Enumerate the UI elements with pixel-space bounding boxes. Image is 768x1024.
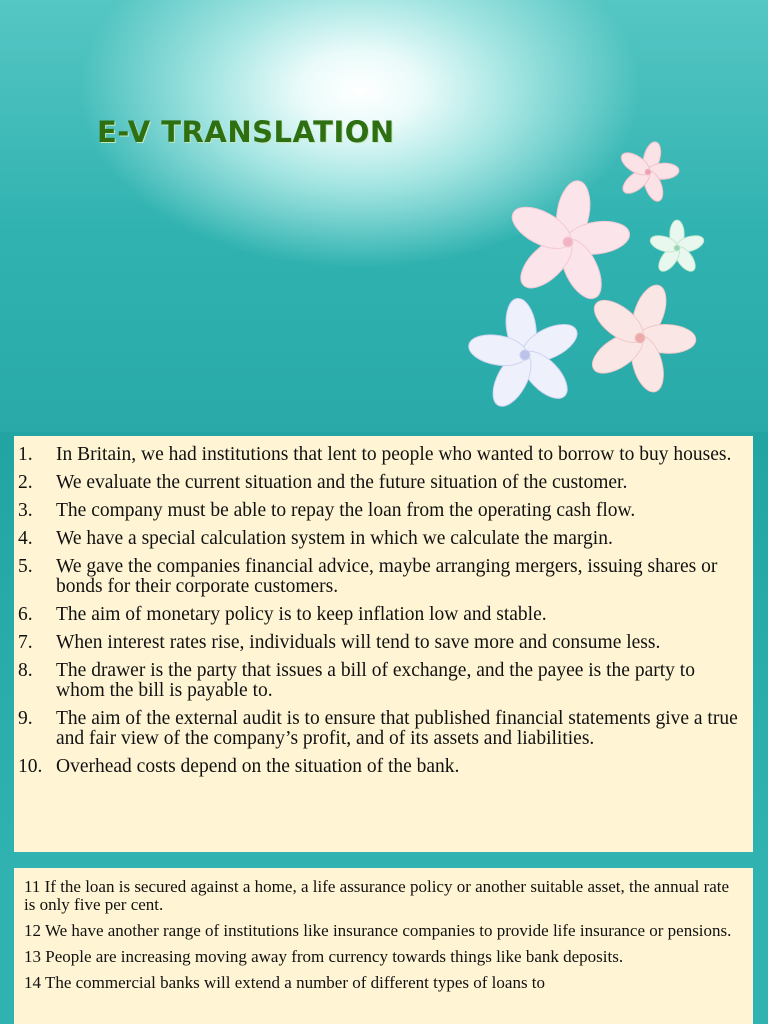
item-text: We evaluate the current situation and the future situation of the customer.	[56, 472, 628, 493]
item-number: 2.	[18, 472, 33, 493]
item-number: 3.	[18, 500, 33, 521]
list-item	[18, 709, 743, 749]
list-item	[18, 605, 743, 625]
item-text: In Britain, we had institutions that lent to people who wanted to borrow to buy houses.	[56, 444, 732, 465]
slide-title: E-V TRANSLATION	[97, 115, 395, 149]
item-text: We have a special calculation system in which we calculate the margin.	[56, 528, 613, 549]
list-item	[18, 473, 743, 493]
list-item	[18, 661, 743, 701]
item-text: The aim of the external audit is to ensure that published financial statements give a true and fair view of the company’s profit, and of its assets and liabilities.	[56, 708, 738, 749]
item-number: 9.	[18, 708, 33, 729]
item-text: Overhead costs depend on the situation of the bank.	[56, 756, 460, 777]
item-number: 5.	[18, 556, 33, 577]
item-number: 10.	[18, 756, 43, 777]
list-item	[18, 529, 743, 549]
sentence-list-box-2	[14, 868, 753, 1024]
item-number: 1.	[18, 444, 33, 465]
item-text: The aim of monetary policy is to keep inflation low and stable.	[56, 604, 547, 625]
list-item	[18, 501, 743, 521]
list-item: 11 If the loan is secured against a home, a life assurance policy or another suitable asset, the annual rate is only five per cent.	[24, 877, 730, 914]
flower-decoration	[440, 120, 740, 430]
list-item	[18, 757, 743, 777]
item-text: The drawer is the party that issues a bill of exchange, and the payee is the party to whom the bill is payable to.	[56, 660, 695, 701]
item-number: 4.	[18, 528, 33, 549]
list-item: 13 People are increasing moving away from currency towards things like bank deposits.	[24, 947, 624, 966]
sentence-list-box-1	[14, 436, 753, 852]
item-number: 8.	[18, 660, 33, 681]
sentence-list-2	[14, 868, 753, 992]
item-text: When interest rates rise, individuals will tend to save more and consume less.	[56, 632, 661, 653]
item-number: 6.	[18, 604, 33, 625]
title-slide	[0, 0, 768, 432]
list-item	[18, 445, 743, 465]
list-item	[18, 633, 743, 653]
item-text: We gave the companies financial advice, maybe arranging mergers, issuing shares or bonds for their corporate customers.	[56, 556, 718, 597]
list-item: 14 The commercial banks will extend a number of different types of loans to	[24, 973, 546, 992]
list-item	[18, 557, 743, 597]
item-number: 7.	[18, 632, 33, 653]
list-item: 12 We have another range of institutions like insurance companies to provide life insurance or pensions.	[24, 921, 732, 940]
item-text: The company must be able to repay the loan from the operating cash flow.	[56, 500, 636, 521]
sentence-list-1	[14, 436, 753, 777]
